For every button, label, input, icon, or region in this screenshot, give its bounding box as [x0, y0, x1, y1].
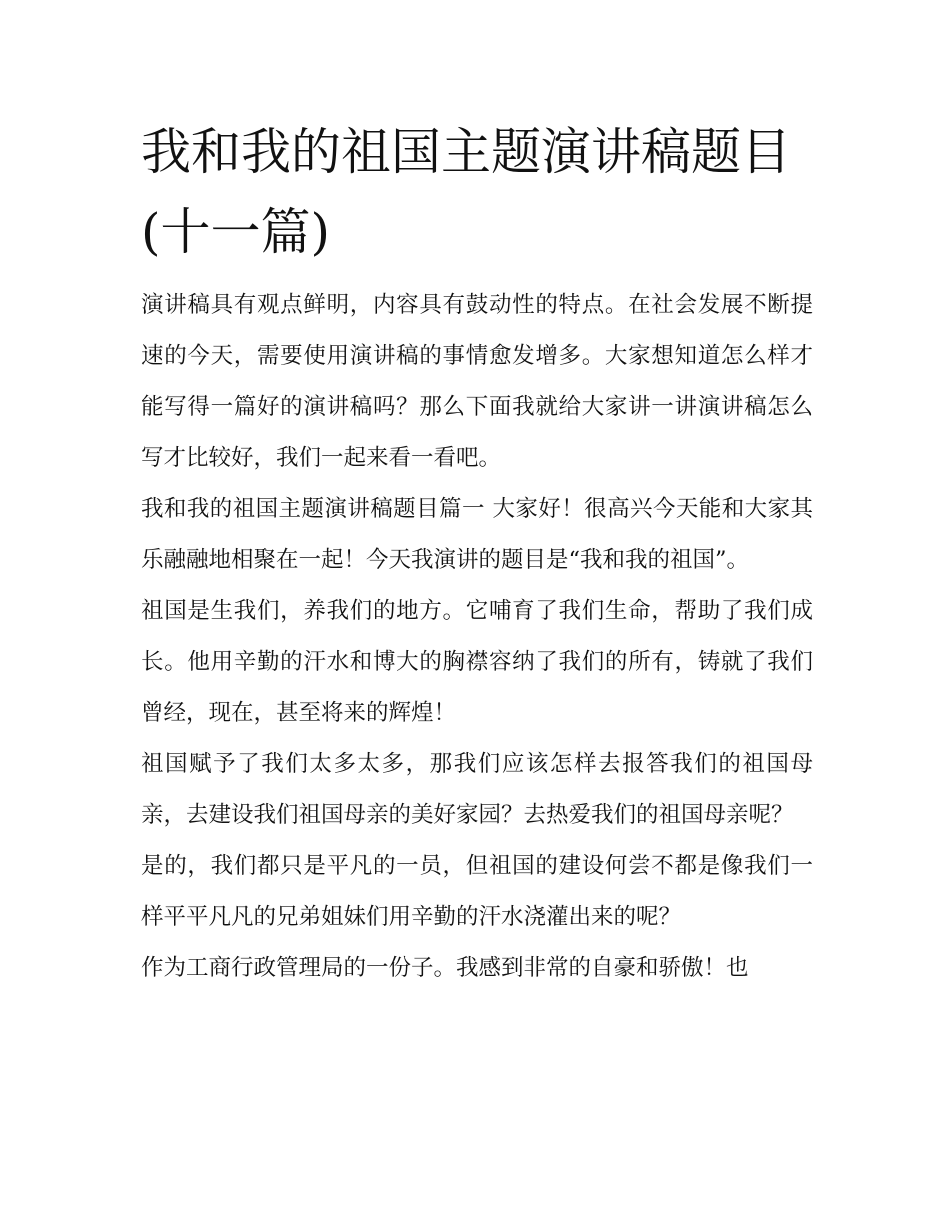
- document-body: [141, 112, 813, 994]
- paragraph-repay: 祖国赋予了我们太多太多，那我们应该怎样去报答我们的祖国母亲，去建设我们祖国母亲的美好家园？去热爱我们的祖国母亲呢？: [141, 751, 813, 828]
- paragraph-bureau: 作为工商行政管理局的一份子。我感到非常的自豪和骄傲！也: [141, 955, 749, 981]
- paragraph-greeting: 我和我的祖国主题演讲稿题目篇一 大家好！很高兴今天能和大家其乐融融地相聚在一起！今天我演讲的题目是“我和我的祖国”。: [141, 496, 813, 573]
- document-title: 我和我的祖国主题演讲稿题目(十一篇): [141, 123, 791, 261]
- title-block: [141, 112, 813, 272]
- paragraph-motherland: 祖国是生我们，养我们的地方。它哺育了我们生命，帮助了我们成长。他用辛勤的汗水和博大的胸襟容纳了我们的所有，铸就了我们曾经，现在，甚至将来的辉煌！: [141, 598, 813, 726]
- paragraph-ordinary: 是的，我们都只是平凡的一员，但祖国的建设何尝不都是像我们一样平平凡凡的兄弟姐妹们用辛勤的汗水浇灌出来的呢？: [141, 853, 813, 930]
- paragraph-intro: 演讲稿具有观点鲜明，内容具有鼓动性的特点。在社会发展不断提速的今天，需要使用演讲稿的事情愈发增多。大家想知道怎么样才能写得一篇好的演讲稿吗？那么下面我就给大家讲一讲演讲稿怎么写才比较好，我们一起来看一看吧。: [141, 292, 813, 471]
